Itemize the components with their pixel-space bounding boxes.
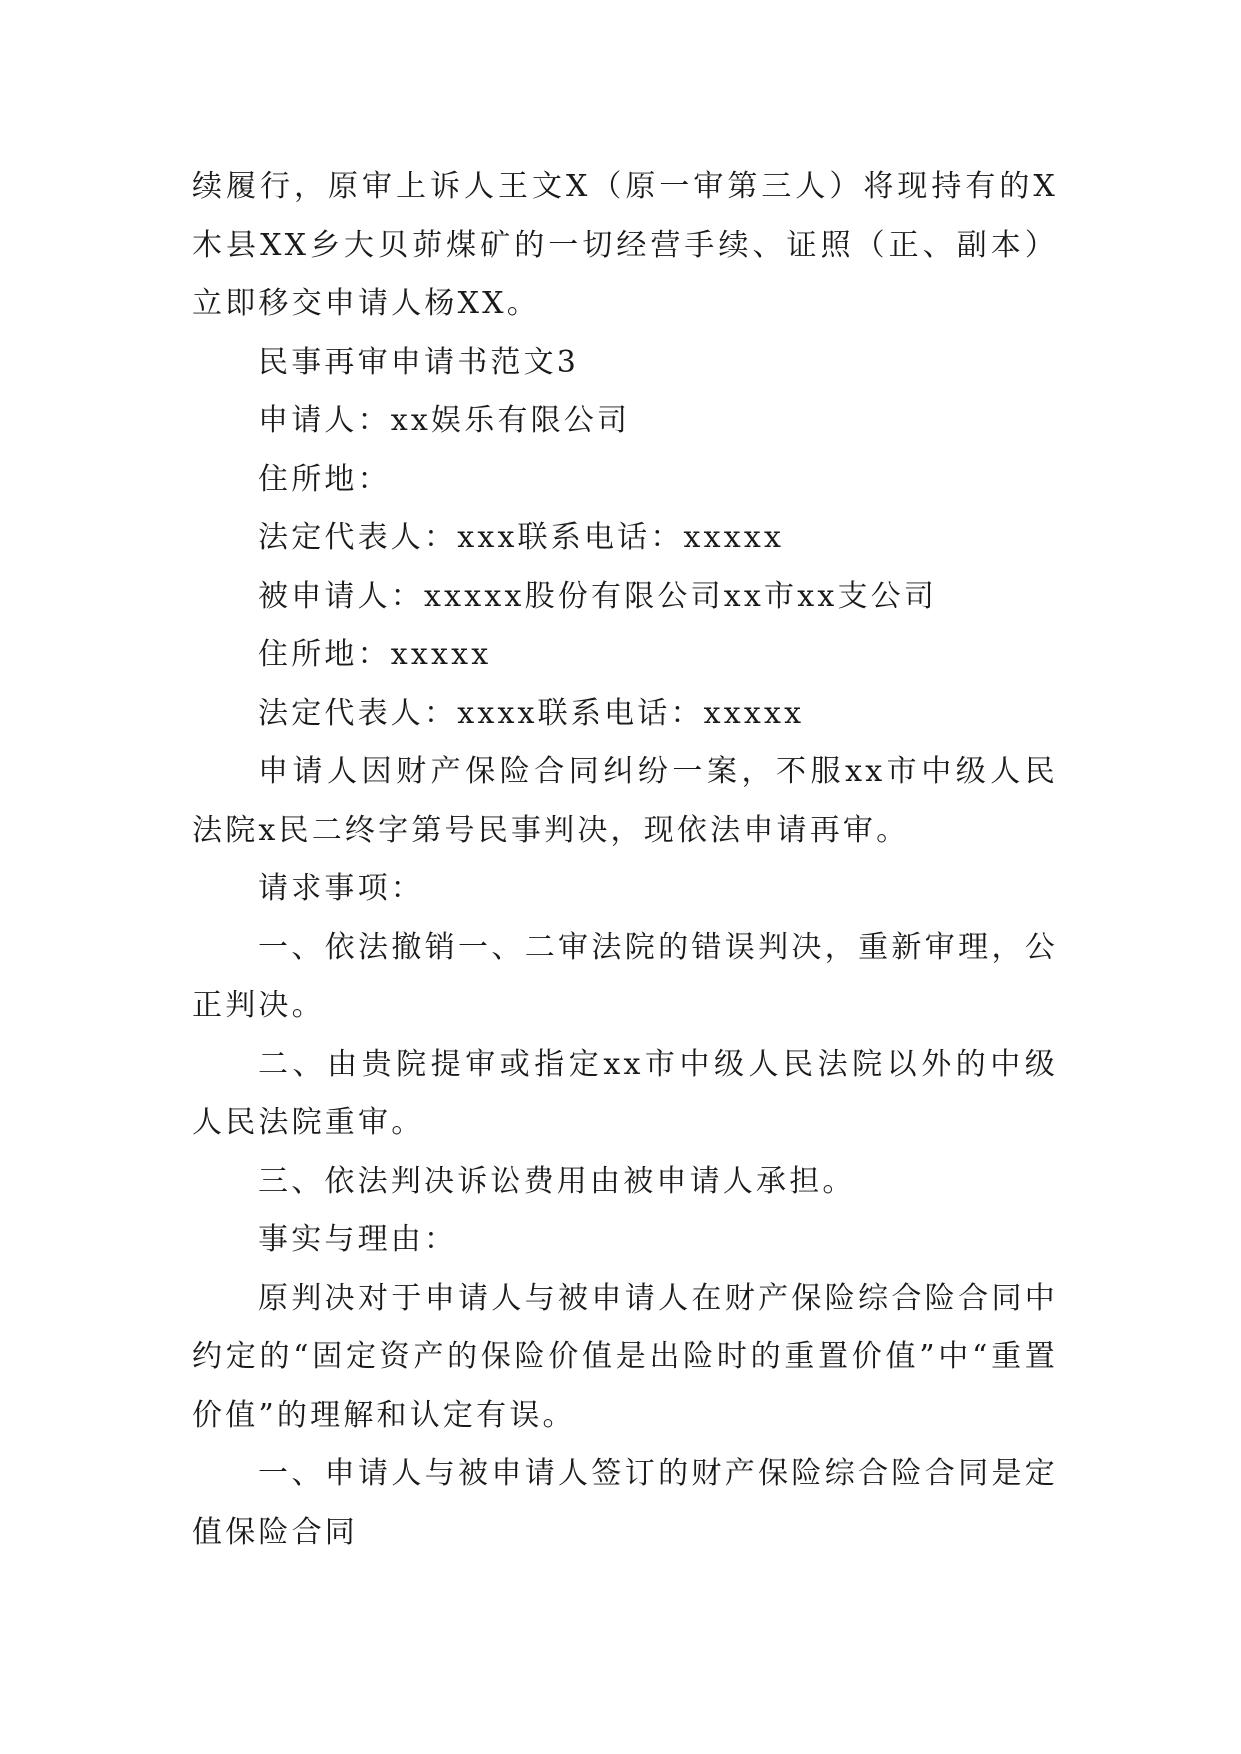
request-item-1: 一、依法撤销一、二审法院的错误判决，重新审理，公正判决。 (192, 929, 1058, 1023)
requests-heading: 请求事项： (258, 871, 424, 906)
respondent-address-line: 住所地：xxxxx (258, 637, 492, 672)
applicant-representative-line: 法定代表人：xxx联系电话：xxxxx (258, 520, 785, 555)
section-heading: 民事再审申请书范文3 (258, 344, 580, 380)
facts-paragraph: 原判决对于申请人与被申请人在财产保险综合险合同中约定的“固定资产的保险价值是出险时的重置价值”中“重置价值”的理解和认定有误。 (192, 1280, 1058, 1433)
reason-item-1: 一、申请人与被申请人签订的财产保险综合险合同是定值保险合同 (192, 1456, 1058, 1550)
applicant-line: 申请人：xx娱乐有限公司 (258, 403, 631, 438)
respondent-line: 被申请人：xxxxx股份有限公司xx市xx支公司 (258, 578, 938, 614)
request-item-2: 二、由贵院提审或指定xx市中级人民法院以外的中级人民法院重审。 (192, 1046, 1058, 1140)
case-statement-paragraph: 申请人因财产保险合同纠纷一案，不服xx市中级人民法院x民二终字第号民事判决，现依法申请再审。 (192, 754, 1058, 848)
respondent-representative-line: 法定代表人：xxxx联系电话：xxxxx (258, 695, 805, 731)
document-body (192, 158, 1058, 1562)
paragraph-continuation: 续履行，原审上诉人王文X（原一审第三人）将现持有的X木县XX乡大贝茆煤矿的一切经营手续、证照（正、副本）立即移交申请人杨XX。 (192, 169, 1058, 321)
request-item-3: 三、依法判决诉讼费用由被申请人承担。 (258, 1163, 856, 1199)
applicant-address-line: 住所地： (258, 461, 391, 497)
facts-heading: 事实与理由： (258, 1222, 458, 1257)
